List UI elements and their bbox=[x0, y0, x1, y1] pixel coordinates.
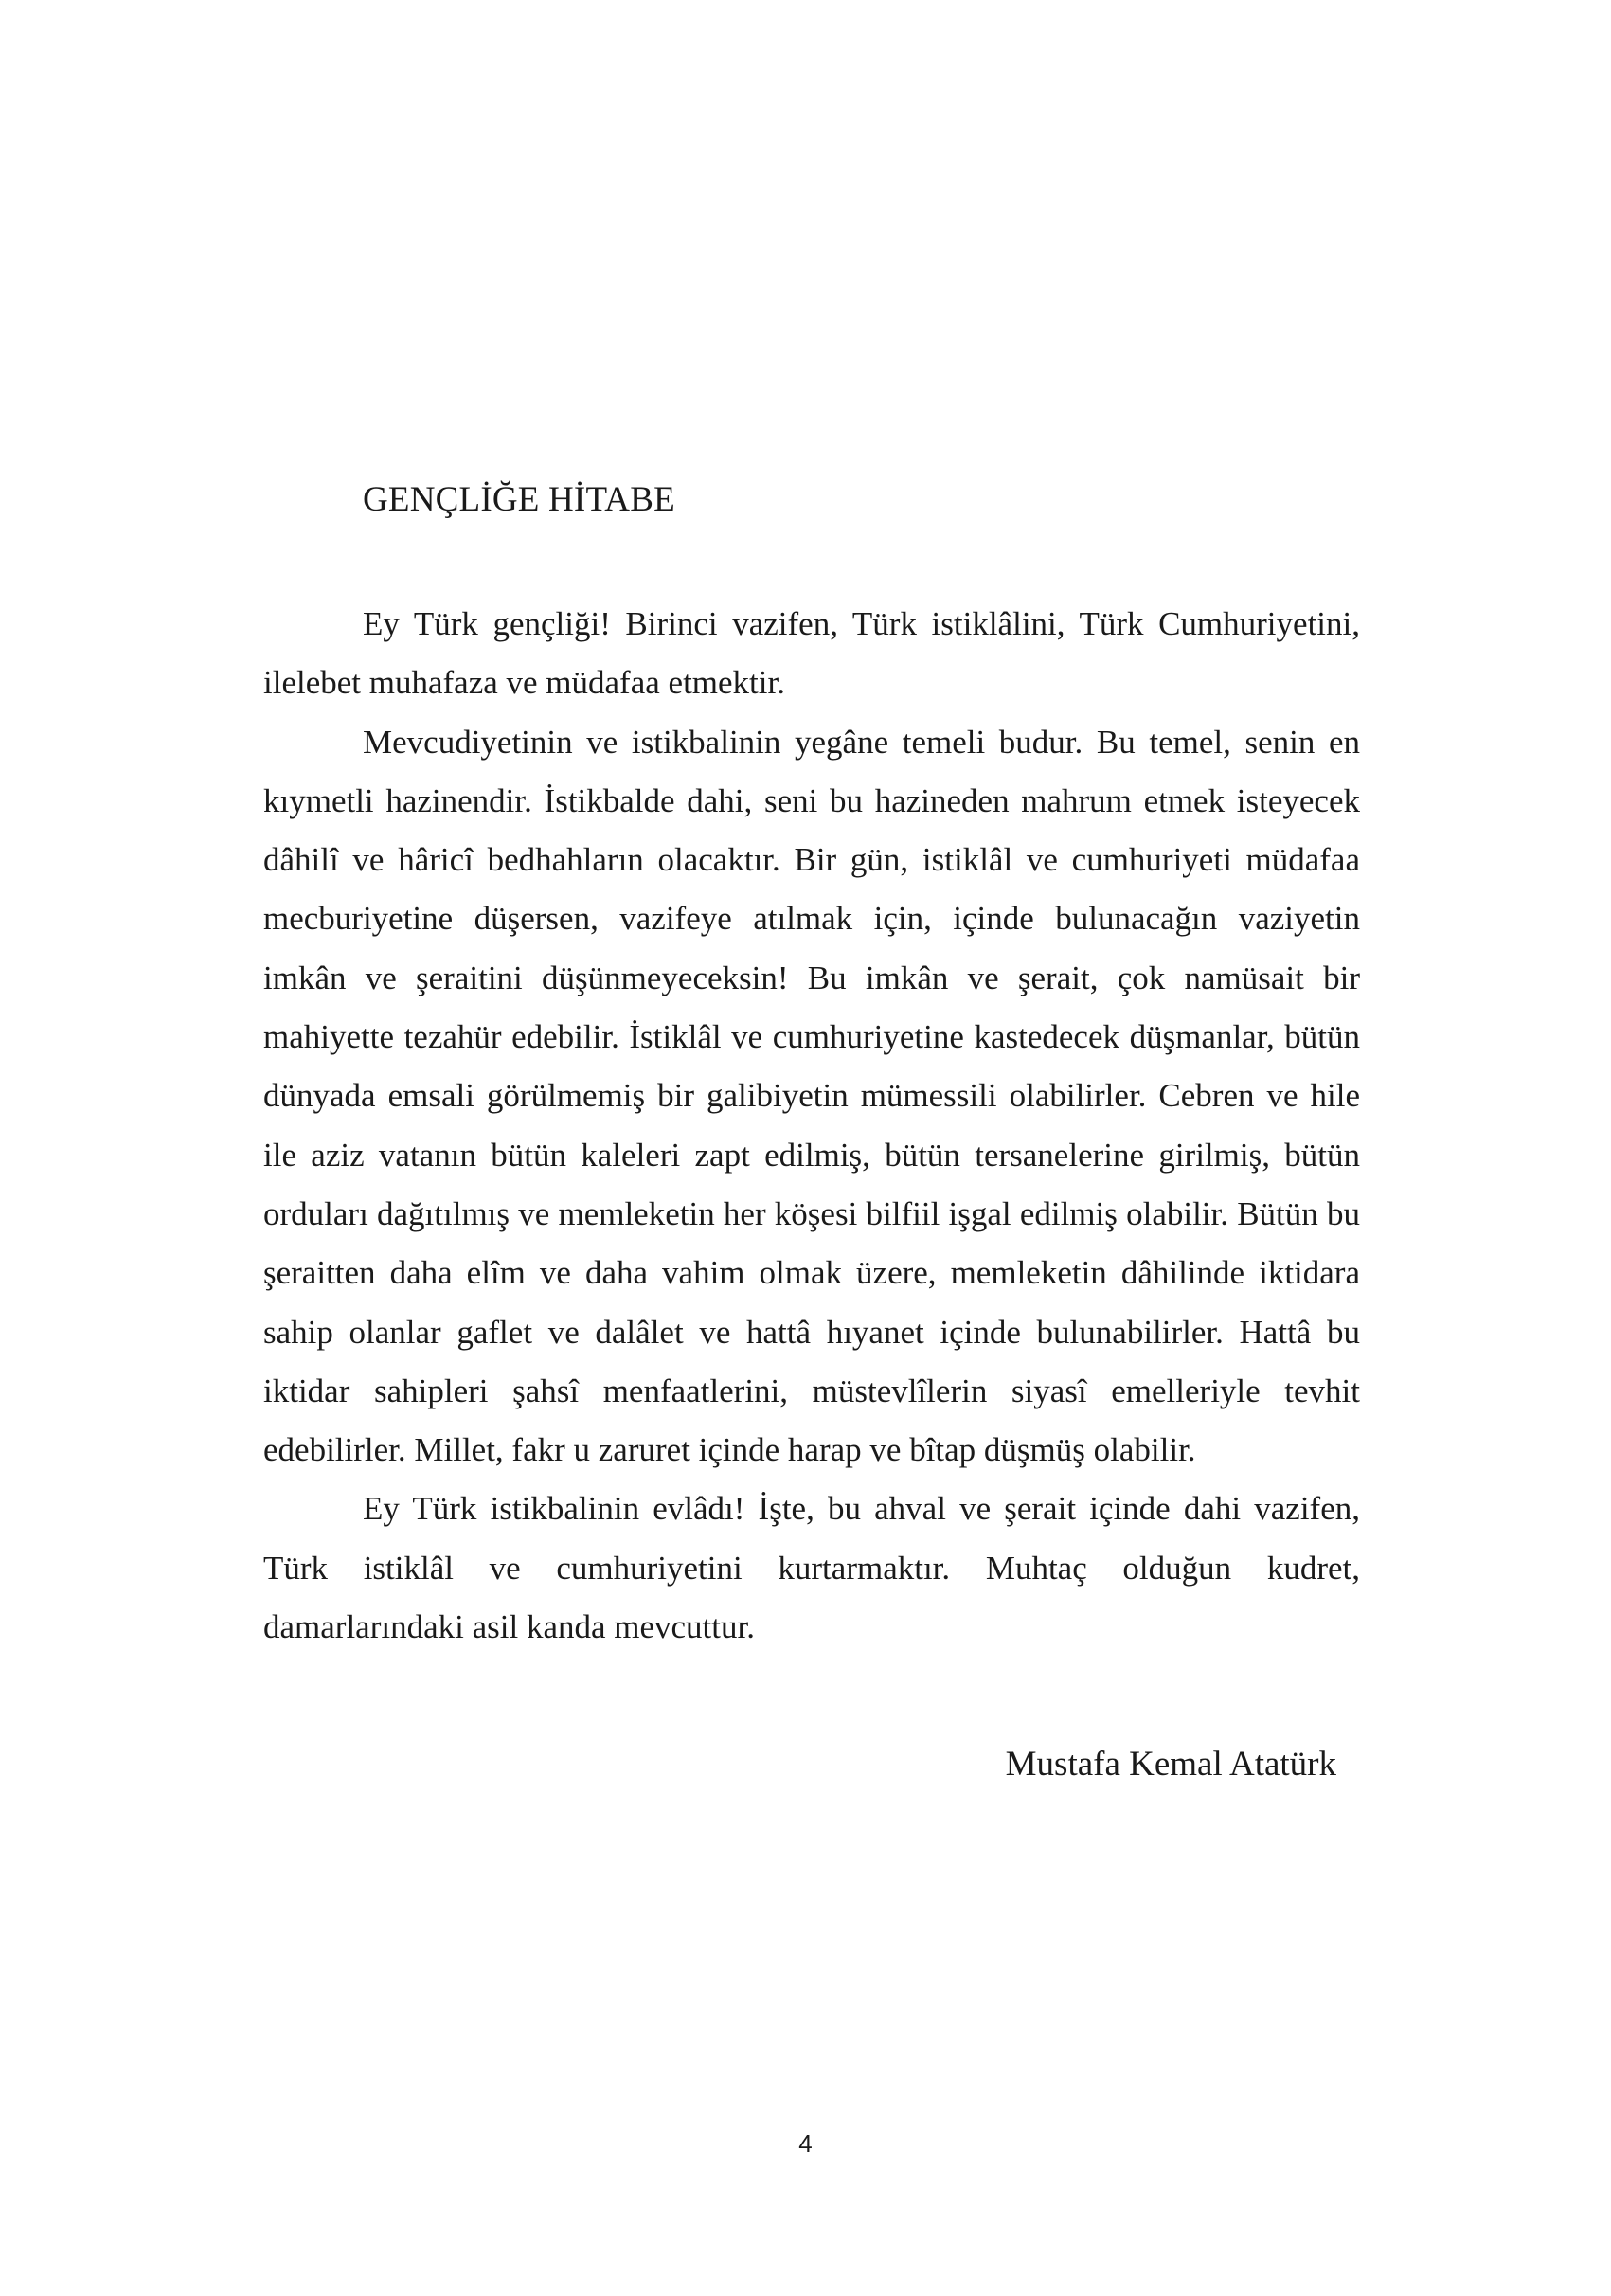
page-number: 4 bbox=[798, 2129, 813, 2158]
signature: Mustafa Kemal Atatürk bbox=[1005, 1745, 1336, 1784]
paragraph-1: Ey Türk gençliği! Birinci vazifen, Türk istiklâlini, Türk Cumhuriyetini, ilelebet muhafaza ve müdafaa etmektir. bbox=[263, 605, 1360, 702]
document-title: GENÇLİĞE HİTABE bbox=[363, 480, 675, 519]
paragraph-3: Ey Türk istikbalinin evlâdı! İşte, bu ahval ve şerait içinde dahi vazifen, Türk istiklâl ve cumhuriyetini kurtarmaktır. Muhtaç olduğun kudret, damarlarındaki asil kanda mevcuttur. bbox=[263, 1490, 1360, 1646]
document-body bbox=[263, 595, 1360, 1657]
paragraph-2: Mevcudiyetinin ve istikbalinin yegâne temeli budur. Bu temel, senin en kıymetli hazinendir. İstikbalde dahi, seni bu hazineden mahrum etmek isteyecek dâhilî ve hâricî bedhahların olacaktır. Bir gün, istiklâl ve cumhuriyeti müdafaa mecburiyetine düşersen, vazifeye atılmak için, içinde bulunacağın vaziyetin imkân ve şeraitini düşünmeyeceksin! Bu imkân ve şerait, çok namüsait bir mahiyette tezahür edebilir. İstiklâl ve cumhuriyetine kastedecek düşmanlar, bütün dünyada emsali görülmemiş bir galibiyetin mümessili olabilirler. Cebren ve hile ile aziz vatanın bütün kaleleri zapt edilmiş, bütün tersanelerine girilmiş, bütün orduları dağıtılmış ve memleketin her köşesi bilfiil işgal edilmiş olabilir. Bütün bu şeraitten daha elîm ve daha vahim olmak üzere, memleketin dâhilinde iktidara sahip olanlar gaflet ve dalâlet ve hattâ hıyanet içinde bulunabilirler. Hattâ bu iktidar sahipleri şahsî menfaatlerini, müstevlîlerin siyasî emelleriyle tevhit edebilirler. Millet, fakr u zaruret içinde harap ve bîtap düşmüş olabilir. bbox=[263, 723, 1360, 1469]
